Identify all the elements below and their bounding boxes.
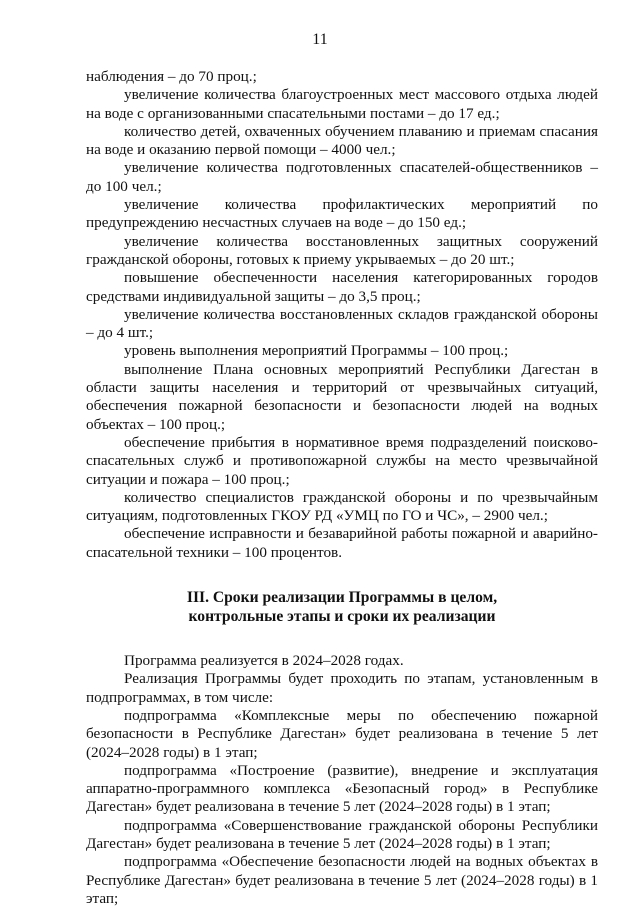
paragraph: подпрограмма «Комплексные меры по обеспечению пожарной безопасности в Республике Дагестан» будет реализована в течение 5 лет (2024–2028 годы) в 1 этап; <box>86 706 598 761</box>
indicators-list <box>86 68 598 562</box>
paragraph: увеличение количества профилактических мероприятий по предупреждению несчастных случаев на воде – до 150 ед.; <box>86 196 598 232</box>
paragraph: Реализация Программы будет проходить по этапам, установленным в подпрограммах, в том числе: <box>86 670 598 706</box>
paragraph: количество детей, охваченных обучением плаванию и приемам спасания на воде и оказанию первой помощи – 4000 чел.; <box>86 122 598 159</box>
paragraph: увеличение количества восстановленных защитных сооружений гражданской обороны, готовых к приему укрываемых – до 20 шт.; <box>86 232 598 268</box>
paragraph: количество специалистов гражданской обороны и по чрезвычайным ситуациям, подготовленных ГКОУ РД «УМЦ по ГО и ЧС», – 2900 чел.; <box>86 488 598 525</box>
section-heading-line-2: контрольные этапы и сроки их реализации <box>188 608 496 626</box>
paragraph: наблюдения – до 70 проц.; <box>86 68 257 85</box>
paragraph: уровень выполнения мероприятий Программы – 100 проц.; <box>124 342 509 360</box>
paragraph: обеспечение исправности и безаварийной работы пожарной и аварийно-спасательной техники – 100 процентов. <box>86 525 598 561</box>
page-number: 11 <box>312 31 328 48</box>
document-body <box>86 68 598 908</box>
paragraph: подпрограмма «Обеспечение безопасности людей на водных объектах в Республике Дагестан» будет реализована в течение 5 лет (2024–2028 годы) в 1 этап; <box>86 853 598 907</box>
paragraph: увеличение количества благоустроенных мест массового отдыха людей на воде с организованными спасательными постами – до 17 ед.; <box>86 86 598 122</box>
paragraph: подпрограмма «Построение (развитие), внедрение и эксплуатация аппаратно-программного комплекса «Безопасный город» в Республике Дагестан» будет реализована в течение 5 лет (2024–2028 годы) в 1 этап; <box>86 761 598 816</box>
implementation-terms-list <box>86 652 598 908</box>
section-heading <box>86 588 598 626</box>
paragraph: Программа реализуется в 2024–2028 годах. <box>124 652 404 670</box>
paragraph: увеличение количества подготовленных спасателей-общественников – до 100 чел.; <box>86 159 598 195</box>
paragraph: повышение обеспеченности населения категорированных городов средствами индивидуальной защиты – до 3,5 проц.; <box>86 269 598 305</box>
paragraph: обеспечение прибытия в нормативное время подразделений поисково-спасательных служб и противопожарной службы на место чрезвычайной ситуации и пожара – 100 проц.; <box>86 433 598 488</box>
paragraph: увеличение количества восстановленных складов гражданской обороны – до 4 шт.; <box>86 305 598 342</box>
section-heading-line-1: III. Сроки реализации Программы в целом, <box>186 589 498 607</box>
paragraph: выполнение Плана основных мероприятий Республики Дагестан в области защиты населения и территорий от чрезвычайных ситуаций, обеспечения пожарной безопасности и безопасности людей на водных объектах – 100 проц.; <box>86 360 598 433</box>
paragraph: подпрограмма «Совершенствование гражданской обороны Республики Дагестан» будет реализована в течение 5 лет (2024–2028 годы) в 1 этап; <box>86 816 598 852</box>
